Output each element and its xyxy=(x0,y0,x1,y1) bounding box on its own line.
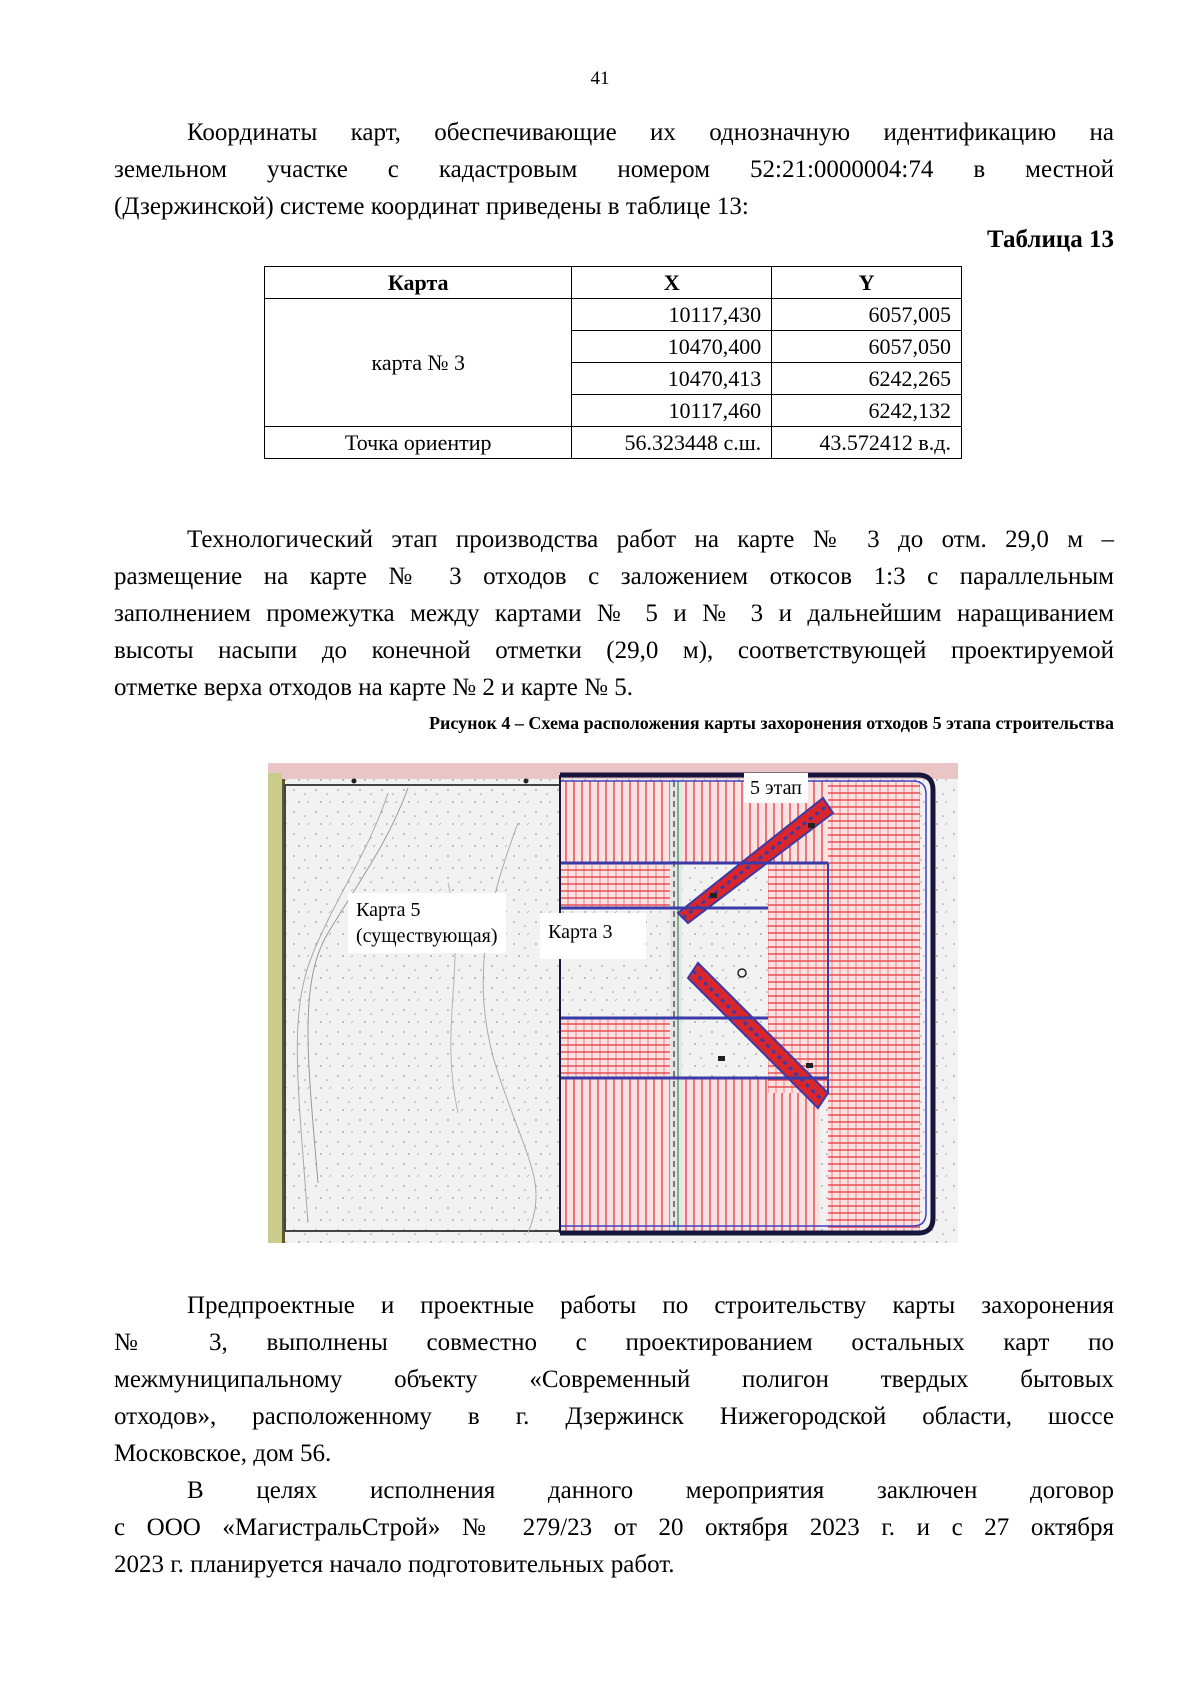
y-cell: 6057,005 xyxy=(772,299,962,331)
reference-y: 43.572412 в.д. xyxy=(772,427,962,459)
x-cell: 10470,413 xyxy=(572,363,772,395)
y-cell: 6242,132 xyxy=(772,395,962,427)
contract-line: с ООО «МагистральСтрой» № 279/23 от 20 октября 2023 г. и с 27 октября xyxy=(114,1514,1114,1541)
map-name-cell: карта № 3 xyxy=(265,299,572,427)
project-paragraph xyxy=(114,1287,1114,1472)
figure-caption: Рисунок 4 – Схема расположения карты захоронения отходов 5 этапа строительства xyxy=(429,713,1114,733)
site-plan-drawing xyxy=(268,763,958,1243)
project-line: Предпроектные и проектные работы по строительству карты захоронения xyxy=(187,1292,1114,1319)
project-line: межмуниципальному объекту «Современный полигон твердых бытовых xyxy=(114,1366,1114,1393)
project-line: Московское, дом 56. xyxy=(114,1440,332,1467)
reference-x: 56.323448 с.ш. xyxy=(572,427,772,459)
stage-line: заполнением промежутка между картами № 5 и № 3 и дальнейшим наращиванием xyxy=(114,600,1114,627)
x-cell: 10117,430 xyxy=(572,299,772,331)
contract-line: 2023 г. планируется начало подготовительных работ. xyxy=(114,1551,675,1578)
contract-line: В целях исполнения данного мероприятия заключен договор xyxy=(187,1477,1114,1504)
y-cell: 6242,265 xyxy=(772,363,962,395)
stage-label: 5 этап xyxy=(744,773,808,803)
header-map: Карта xyxy=(265,267,572,299)
header-y: Y xyxy=(772,267,962,299)
map5-label-line1: Карта 5 xyxy=(356,899,421,921)
page-number: 41 xyxy=(590,68,610,89)
left-border xyxy=(268,773,282,1243)
x-cell: 10470,400 xyxy=(572,331,772,363)
stage-paragraph xyxy=(114,521,1114,706)
table-row xyxy=(265,299,962,331)
contract-paragraph xyxy=(114,1472,1114,1583)
intro-line: Координаты карт, обеспечивающие их однозначную идентификацию на xyxy=(187,119,1114,146)
table-header-row xyxy=(265,267,962,299)
map3-right-slope xyxy=(828,781,920,1233)
map5-label-line2: (существующая) xyxy=(356,925,498,947)
map3-bottom-slope xyxy=(560,1078,820,1233)
y-cell: 6057,050 xyxy=(772,331,962,363)
intro-paragraph xyxy=(114,114,1114,225)
stage-line: высоты насыпи до конечной отметки (29,0 м), соответствующей проектируемой xyxy=(114,637,1114,664)
project-line: № 3, выполнены совместно с проектированием остальных карт по xyxy=(114,1329,1114,1356)
reference-label: Точка ориентир xyxy=(265,427,572,459)
site-plan-figure xyxy=(268,763,958,1243)
map3-label: Карта 3 xyxy=(540,913,646,959)
intro-line: (Дзержинской) системе координат приведены в таблице 13: xyxy=(114,193,749,220)
map5-label xyxy=(348,893,506,953)
reference-row xyxy=(265,427,962,459)
stage-line: Технологический этап производства работ на карте № 3 до отм. 29,0 м – xyxy=(187,526,1114,553)
project-line: отходов», расположенному в г. Дзержинск Нижегородской области, шоссе xyxy=(114,1403,1114,1430)
table-caption: Таблица 13 xyxy=(986,226,1114,253)
intro-line: земельном участке с кадастровым номером 52:21:0000004:74 в местной xyxy=(114,156,1114,183)
x-cell: 10117,460 xyxy=(572,395,772,427)
stage-line: размещение на карте № 3 отходов с заложением откосов 1:3 с параллельным xyxy=(114,563,1114,590)
header-x: X xyxy=(572,267,772,299)
coordinates-table xyxy=(264,266,962,459)
stage-line: отметке верха отходов на карте № 2 и карте № 5. xyxy=(114,674,633,701)
